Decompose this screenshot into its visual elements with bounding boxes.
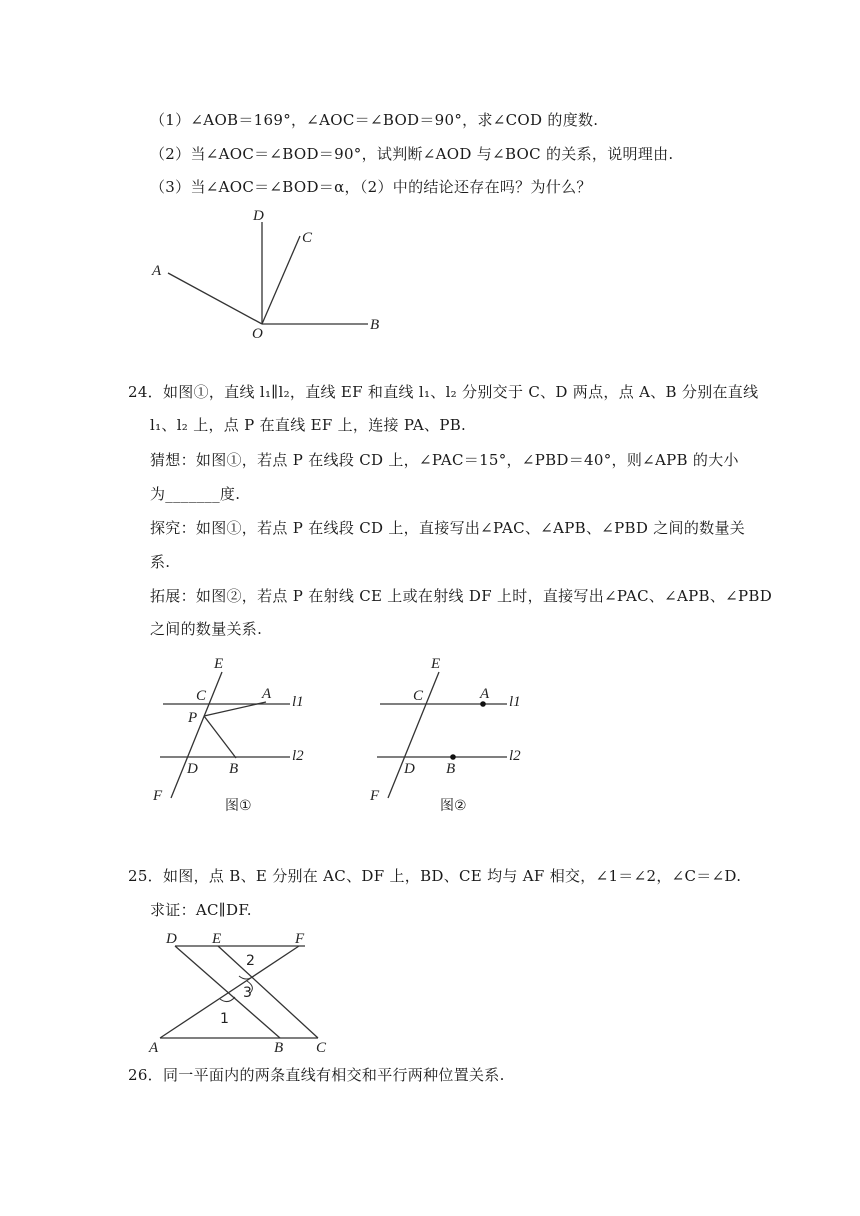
q24-line2: l₁、l₂ 上，点 P 在直线 EF 上，连接 PA、PB.: [150, 416, 467, 434]
fig2-label-A: A: [480, 686, 490, 702]
q25-label-E: E: [212, 931, 222, 947]
fig2-label-F: F: [370, 788, 380, 804]
q23-part1: （1）∠AOB＝169°，∠AOC＝∠BOD＝90°，求∠COD 的度数.: [150, 111, 599, 129]
q25-label-B: B: [274, 1040, 284, 1056]
q23-part2: （2）当∠AOC＝∠BOD＝90°，试判断∠AOD 与∠BOC 的关系，说明理由.: [150, 145, 674, 163]
q23-figure: [140, 200, 400, 350]
fig2-label-l1: l1: [509, 694, 521, 710]
fig1-caption: 图①: [225, 798, 252, 814]
fig2-label-D: D: [404, 761, 415, 777]
q25-label-A: A: [149, 1040, 159, 1056]
fig1-label-A: A: [262, 686, 272, 702]
fig1-label-B: B: [229, 761, 239, 777]
fig1-label-P: P: [188, 710, 198, 726]
fig1-label-D: D: [187, 761, 198, 777]
fig2-caption: 图②: [440, 798, 467, 814]
fig1-label-E: E: [214, 656, 224, 672]
q25-label-1: 1: [220, 1011, 229, 1027]
q25-line1: 25．如图，点 B、E 分别在 AC、DF 上，BD、CE 均与 AF 相交，∠1＝∠2，∠C＝∠D.: [128, 867, 742, 885]
q23-label-B: B: [370, 317, 380, 333]
q25-line2: 求证：AC∥DF.: [150, 901, 252, 919]
fig1-label-F: F: [153, 788, 163, 804]
q25-label-2: 2: [246, 953, 255, 969]
q23-part3: （3）当∠AOC＝∠BOD＝α，（2）中的结论还存在吗？为什么？: [150, 178, 592, 196]
q24-line1: 24．如图①，直线 l₁∥l₂，直线 EF 和直线 l₁、l₂ 分别交于 C、D 两点，点 A、B 分别在直线: [128, 383, 759, 401]
q26-line1: 26．同一平面内的两条直线有相交和平行两种位置关系.: [128, 1066, 505, 1084]
fig2-label-B: B: [446, 761, 456, 777]
q23-label-D: D: [253, 208, 264, 224]
q24-explore2: 系.: [150, 553, 171, 571]
q24-explore1: 探究：如图①，若点 P 在线段 CD 上，直接写出∠PAC、∠APB、∠PBD 之间的数量关: [150, 519, 746, 537]
fig1-label-l1: l1: [292, 694, 304, 710]
q24-figure1: [145, 650, 320, 820]
fig1-label-l2: l2: [292, 748, 304, 764]
q25-figure: [140, 925, 340, 1060]
fig2-label-C: C: [413, 688, 424, 704]
q25-label-C: C: [316, 1040, 327, 1056]
q24-guess2: 为_______度.: [150, 485, 241, 503]
q24-figure2: [362, 650, 537, 820]
q24-extend2: 之间的数量关系.: [150, 620, 263, 638]
q23-label-O: O: [252, 326, 263, 342]
q23-label-C: C: [302, 230, 313, 246]
q25-label-3: 3: [243, 985, 252, 1001]
q25-label-D: D: [166, 931, 177, 947]
q24-extend1: 拓展：如图②，若点 P 在射线 CE 上或在射线 DF 上时，直接写出∠PAC、∠APB、∠PBD: [150, 587, 773, 605]
fig2-label-l2: l2: [509, 748, 521, 764]
q25-label-F: F: [295, 931, 305, 947]
fig1-label-C: C: [196, 688, 207, 704]
q23-label-A: A: [152, 263, 162, 279]
fig2-label-E: E: [431, 656, 441, 672]
q24-guess1: 猜想：如图①，若点 P 在线段 CD 上，∠PAC＝15°，∠PBD＝40°，则∠APB 的大小: [150, 451, 739, 469]
